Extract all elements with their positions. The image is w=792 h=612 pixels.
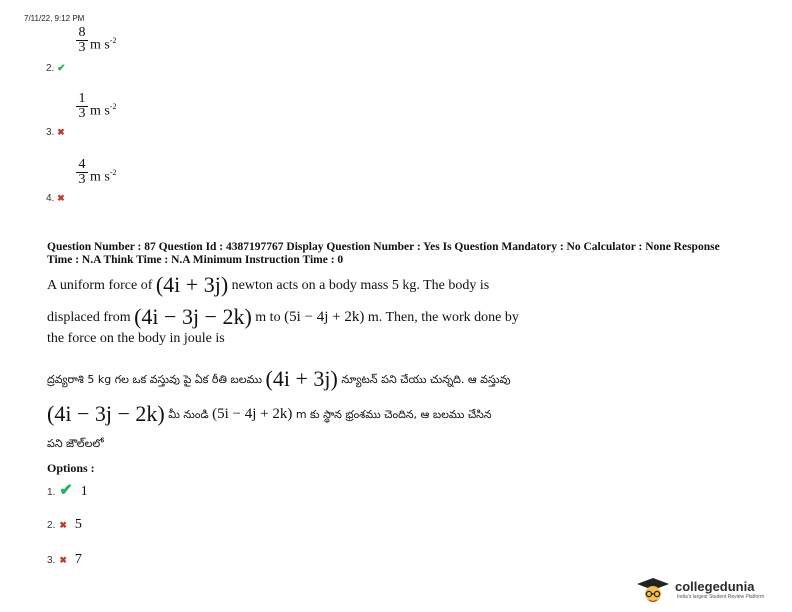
telugu-final-position-vector: (5i − 4j + 2k) [212, 406, 293, 422]
option-number: 4. [46, 193, 55, 204]
option-number: 3. [46, 127, 55, 138]
unit: m $s^{-2}$ [90, 36, 117, 53]
fraction-numerator: 8 [78, 25, 86, 40]
telugu-initial-position-vector: (4i − 3j − 2k) [47, 401, 165, 426]
logo-name: collegedunia [675, 579, 755, 594]
telugu-text-line-3: పని జౌల్‌లలో [47, 437, 104, 450]
unit: m $s^{-2}$ [90, 168, 117, 185]
correct-check-icon: ✔ [57, 63, 66, 74]
timestamp: 7/11/22, 9:12 PM [24, 14, 85, 23]
incorrect-cross-icon: ✖ [59, 555, 67, 565]
telugu-text-line-2: (4i − 3j − 2k) మీ నుండి (5i − 4j + 2k) m కు స్థాన భ్రంశము చెందిన, ఆ బలము చేసిన [47, 401, 492, 426]
option-2 [47, 515, 82, 533]
fraction-numerator: 4 [78, 157, 86, 172]
question-text-line-3: the force on the body in joule is [47, 331, 225, 346]
option-value: 1 [80, 484, 88, 499]
telugu-text-line-1: ద్రవ్యరాశి 5 kg గల ఒక వస్తువు పై ఏక రీతి బలము (4i + 3j) న్యూటన్ పని చేయు చున్నది. ఆ వస్తువు [47, 366, 511, 391]
option-1 [47, 480, 88, 500]
force-vector: (4i + 3j) [155, 272, 229, 297]
option-value: 5 [74, 517, 82, 532]
final-position-vector: (5i − 4j + 2k) [284, 309, 365, 325]
graduate-mascot-icon [633, 575, 673, 605]
incorrect-cross-icon: ✖ [57, 193, 65, 203]
incorrect-cross-icon: ✖ [57, 127, 65, 137]
initial-position-vector: (4i − 3j − 2k) [134, 304, 252, 329]
fraction-denominator: 3 [78, 40, 86, 55]
option-3 [47, 550, 82, 568]
fraction-denominator: 3 [78, 106, 86, 121]
option-number: 2. [46, 63, 55, 74]
fraction-numerator: 1 [78, 91, 86, 106]
fraction-denominator: 3 [78, 172, 86, 187]
fraction [76, 158, 88, 187]
option-number: 3. [47, 555, 56, 566]
question-metadata: Question Number : 87 Question Id : 4387197767 Display Question Number : Yes Is Question Mandatory : No Calculator : None Response Time : N.A Think Time : N.A Minimum Instruction Time : 0 [47, 241, 720, 266]
correct-check-icon: ✔ [59, 482, 73, 499]
incorrect-cross-icon: ✖ [59, 520, 67, 530]
fraction [76, 26, 88, 55]
fraction [76, 92, 88, 121]
option-number: 1. [47, 487, 56, 498]
options-label: Options : [47, 461, 95, 475]
collegedunia-logo [633, 575, 783, 605]
option-value: 7 [74, 552, 82, 567]
option-number: 2. [47, 520, 56, 531]
question-text-line-2: displaced from (4i − 3j − 2k) m to (5i − 4j + 2k) m. Then, the work done by [47, 304, 519, 329]
question-text-line-1: A uniform force of (4i + 3j) newton acts on a body mass 5 kg. The body is [47, 272, 490, 297]
logo-tagline: India's largest Student Review Platform [677, 594, 765, 600]
telugu-force-vector: (4i + 3j) [265, 366, 338, 391]
unit: m $s^{-2}$ [90, 102, 117, 119]
